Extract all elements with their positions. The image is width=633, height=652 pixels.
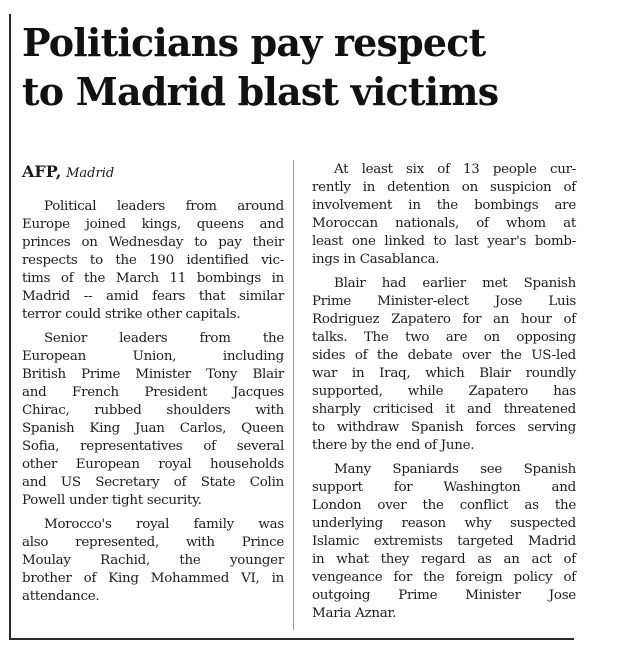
paragraph-line: Prime Minister-elect Jose Luis bbox=[312, 294, 576, 309]
paragraph-line: underlying reason why suspected bbox=[312, 516, 576, 531]
paragraph-line: and US Secretary of State Colin bbox=[22, 475, 284, 490]
headline-line-2: to Madrid blast victims bbox=[22, 69, 499, 114]
article-column-left bbox=[22, 198, 284, 606]
headline-line-1: Politicians pay respect bbox=[22, 20, 486, 65]
article-paragraph bbox=[22, 330, 284, 510]
paragraph-line: Moroccan nationals, of whom at bbox=[312, 216, 576, 231]
byline bbox=[22, 162, 114, 184]
paragraph-line: in what they regard as an act of bbox=[312, 552, 576, 567]
article-paragraph bbox=[312, 161, 576, 269]
left-border-rule bbox=[9, 14, 11, 640]
paragraph-line: Maria Aznar. bbox=[312, 606, 397, 621]
paragraph-line: other European royal households bbox=[22, 457, 284, 472]
article-paragraph bbox=[312, 461, 576, 623]
paragraph-line: outgoing Prime Minister Jose bbox=[312, 588, 576, 603]
paragraph-line: brother of King Mohammed VI, in bbox=[22, 571, 284, 586]
paragraph-line: Madrid -- amid fears that similar bbox=[22, 289, 284, 304]
paragraph-line: Powell under tight security. bbox=[22, 493, 202, 508]
paragraph-line: Sofia, representatives of several bbox=[22, 439, 284, 454]
paragraph-line: sides of the debate over the US-led bbox=[312, 348, 576, 363]
paragraph-line: British Prime Minister Tony Blair bbox=[22, 367, 284, 382]
paragraph-line: tims of the March 11 bombings in bbox=[22, 271, 284, 286]
paragraph-line: Morocco's royal family was bbox=[44, 517, 284, 532]
paragraph-line: Senior leaders from the bbox=[44, 331, 284, 346]
article-paragraph bbox=[22, 198, 284, 324]
paragraph-line: Islamic extremists targeted Madrid bbox=[312, 534, 576, 549]
paragraph-line: Europe joined kings, queens and bbox=[22, 217, 284, 232]
paragraph-line: Chirac, rubbed shoulders with bbox=[22, 403, 284, 418]
byline-place: Madrid bbox=[66, 166, 115, 181]
paragraph-line: Moulay Rachid, the younger bbox=[22, 553, 284, 568]
paragraph-line: involvement in the bombings are bbox=[312, 198, 576, 213]
paragraph-line: London over the conflict as the bbox=[312, 498, 576, 513]
byline-agency: AFP, bbox=[22, 162, 62, 181]
headline bbox=[22, 18, 582, 116]
article-paragraph bbox=[312, 275, 576, 455]
paragraph-line: war in Iraq, which Blair roundly bbox=[312, 366, 576, 381]
paragraph-line: talks. The two are on opposing bbox=[312, 330, 576, 345]
paragraph-line: support for Washington and bbox=[312, 480, 576, 495]
paragraph-line: rently in detention on suspicion of bbox=[312, 180, 576, 195]
column-divider bbox=[293, 160, 294, 630]
paragraph-line: terror could strike other capitals. bbox=[22, 307, 241, 322]
paragraph-line: also represented, with Prince bbox=[22, 535, 284, 550]
paragraph-line: attendance. bbox=[22, 589, 100, 604]
paragraph-line: vengeance for the foreign policy of bbox=[312, 570, 576, 585]
paragraph-line: European Union, including bbox=[22, 349, 284, 364]
paragraph-line: least one linked to last year's bomb- bbox=[312, 234, 576, 249]
paragraph-line: Many Spaniards see Spanish bbox=[334, 462, 576, 477]
paragraph-line: Blair had earlier met Spanish bbox=[334, 276, 576, 291]
paragraph-line: and French President Jacques bbox=[22, 385, 284, 400]
paragraph-line: Political leaders from around bbox=[44, 199, 284, 214]
paragraph-line: At least six of 13 people cur- bbox=[334, 162, 576, 177]
paragraph-line: there by the end of June. bbox=[312, 438, 475, 453]
paragraph-line: Rodriguez Zapatero for an hour of bbox=[312, 312, 576, 327]
paragraph-line: princes on Wednesday to pay their bbox=[22, 235, 284, 250]
paragraph-line: to withdraw Spanish forces serving bbox=[312, 420, 576, 435]
paragraph-line: ings in Casablanca. bbox=[312, 252, 440, 267]
paragraph-line: Spanish King Juan Carlos, Queen bbox=[22, 421, 284, 436]
paragraph-line: sharply criticised it and threatened bbox=[312, 402, 576, 417]
paragraph-line: respects to the 190 identified vic- bbox=[22, 253, 284, 268]
article-column-right bbox=[312, 161, 576, 623]
paragraph-line: supported, while Zapatero has bbox=[312, 384, 576, 399]
article-paragraph bbox=[22, 516, 284, 606]
bottom-border-rule bbox=[9, 638, 574, 640]
